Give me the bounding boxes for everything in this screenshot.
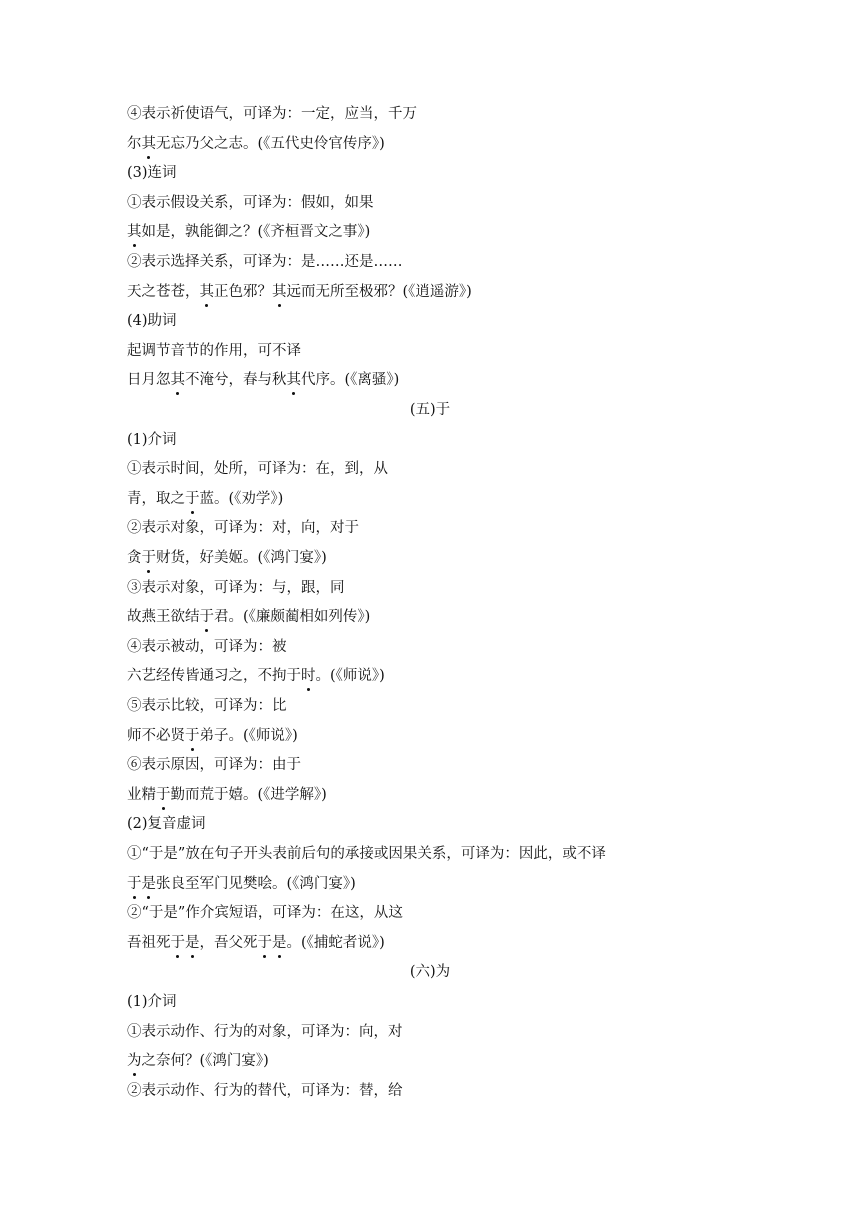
- text-line: 故燕王欲结于君。(《廉颇蔺相如列传》): [127, 609, 371, 626]
- section-heading: (六)为: [409, 964, 451, 981]
- text-line: (2)复音虚词: [127, 816, 206, 833]
- text-line: 为之奈何？(《鸿门宴》): [127, 1053, 269, 1070]
- text-line: 吾祖死于是，吾父死于是。(《捕蛇者说》): [127, 934, 385, 951]
- text-line: ⑥表示原因，可译为：由于: [127, 757, 301, 774]
- emphasis-dot-char: 其: [199, 283, 214, 300]
- emphasis-dot-char: 于: [156, 786, 171, 803]
- emphasis-dot-char: 是: [141, 875, 156, 892]
- text-line: (4)助词: [127, 313, 177, 330]
- text-line: ③表示对象，可译为：与，跟，同: [127, 579, 345, 596]
- text-line: 起调节音节的作用，可不译: [127, 342, 301, 359]
- emphasis-dot-char: 于: [127, 875, 142, 892]
- text-line: 天之苍苍，其正色邪？其远而无所至极邪？(《逍遥游》): [127, 283, 472, 300]
- text-line: ②“于是”作介宾短语，可译为：在这，从这: [127, 905, 403, 922]
- text-line: 其如是，孰能御之？(《齐桓晋文之事》): [127, 224, 371, 241]
- emphasis-dot-char: 于: [141, 550, 156, 566]
- text-line: ①表示时间，处所，可译为：在，到，从: [127, 461, 388, 478]
- emphasis-dot-char: 于: [170, 934, 185, 951]
- emphasis-dot-char: 其: [170, 372, 185, 389]
- text-line: 六艺经传皆通习之，不拘于时。(《师说》): [127, 668, 385, 685]
- emphasis-dot-char: 为: [127, 1053, 142, 1070]
- text-line: (3)连词: [127, 165, 177, 182]
- emphasis-dot-char: 其: [141, 135, 156, 152]
- text-line: (1)介词: [127, 431, 177, 448]
- text-line: ⑤表示比较，可译为：比: [127, 698, 287, 714]
- text-line: ④表示祈使语气，可译为：一定，应当，千万: [127, 106, 417, 122]
- text-line: ②表示选择关系，可译为：是……还是……: [127, 254, 403, 270]
- text-line: 业精于勤而荒于嬉。(《进学解》): [127, 786, 327, 803]
- text-line: ②表示对象，可译为：对，向，对于: [127, 520, 359, 537]
- text-line: ①“于是”放在句子开头表前后句的承接或因果关系，可译为：因此，或不译: [127, 846, 606, 862]
- emphasis-dot-char: 时: [301, 668, 316, 685]
- text-line: 日月忽其不淹兮，春与秋其代序。(《离骚》): [127, 372, 400, 389]
- emphasis-dot-char: 于: [199, 609, 214, 626]
- text-line: 青，取之于蓝。(《劝学》): [127, 490, 284, 507]
- emphasis-dot-char: 其: [286, 372, 301, 389]
- text-line: ①表示动作、行为的对象，可译为：向，对: [127, 1023, 403, 1040]
- text-line: ④表示被动，可译为：被: [127, 638, 287, 655]
- text-line: 尔其无忘乃父之志。(《五代史伶官传序》): [127, 135, 385, 152]
- emphasis-dot-char: 是: [185, 934, 200, 951]
- text-line: (1)介词: [127, 994, 177, 1010]
- emphasis-dot-char: 是: [272, 934, 287, 951]
- emphasis-dot-char: 于: [185, 727, 200, 744]
- text-line: 于是张良至军门见樊哙。(《鸿门宴》): [127, 875, 356, 892]
- text-line: ②表示动作、行为的替代，可译为：替，给: [127, 1082, 403, 1099]
- text-line: ①表示假设关系，可译为：假如，如果: [127, 194, 374, 211]
- section-heading: (五)于: [409, 402, 451, 418]
- emphasis-dot-char: 其: [272, 283, 287, 300]
- emphasis-dot-char: 其: [127, 224, 142, 241]
- text-line: 师不必贤于弟子。(《师说》): [127, 727, 298, 744]
- text-line: 贪于财货，好美姬。(《鸿门宴》): [127, 550, 327, 566]
- emphasis-dot-char: 于: [185, 490, 200, 507]
- emphasis-dot-char: 于: [257, 934, 272, 951]
